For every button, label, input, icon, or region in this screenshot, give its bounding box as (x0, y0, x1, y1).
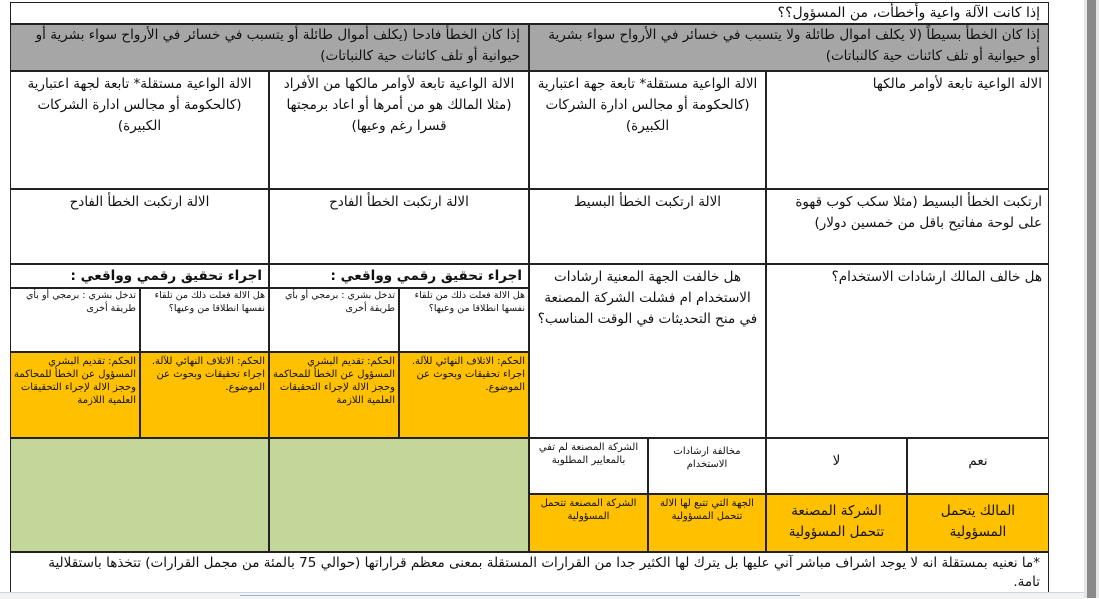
answer-yes: نعم (907, 438, 1049, 494)
q-machine-fatal-independent: هل الالة فعلت ذلك من تلقاء نفسها انطلاقا من وعيها؟ (140, 288, 269, 352)
answer-standards: الشركة المصنعة لم تفي بالمعايير المطلوبة (529, 438, 648, 494)
q-machine-fatal-owner: هل الالة فعلت ذلك من تلقاء نفسها انطلاقا من وعيها؟ (399, 288, 529, 352)
error-simple-owner: ارتكبت الخطأ البسيط (مثلا سكب كوب قهوة على لوحة مفاتيح باقل من خمسين دولار) (766, 189, 1049, 264)
outcome-owner: المالك يتحمل المسؤولية (907, 494, 1049, 552)
scrollbar-thumb[interactable] (1087, 0, 1096, 598)
footnote: *ما نعنيه بمستقلة انه لا يوجد اشراف مباشر آني عليها بل يترك لها الكثير جدا من القرارات المستقلة بمعنى معظم قراراتها (حوالي 75 بالمئة من مجمل القرارات) تتخذها باستقلالية تامة. (10, 552, 1049, 594)
outcome-entity: الجهة التي تتبع لها الالة تتحمل المسؤولية (648, 494, 766, 552)
type-fatal-independent: الالة الواعية مستقلة* تابعة لجهة اعتبارية (كالحكومة أو مجالس ادارة الشركات الكبيرة) (10, 71, 269, 189)
answer-no: لا (766, 438, 907, 494)
verdict-human-fatal-owner: الحكم: تقديم البشري المسؤول عن الخطأ للمحاكمة وحجز الالة لإجراء التحقيقات العلمية اللازمة (269, 352, 399, 438)
type-fatal-owner: الالة الواعية تابعة لأوامر مالكها من الأفراد (مثلا المالك هو من أمرها أو اعاد برمجتها قسرا رغم وعيها) (269, 71, 529, 189)
outcome-maker-small: الشركة المصنعة تتحمل المسؤولية (529, 494, 648, 552)
verdict-machine-fatal-owner: الحكم: الاتلاف النهائي للآلة. اجراء تحقيقات وبحوث عن الموضوع. (399, 352, 529, 438)
type-simple-independent: الالة الواعية مستقلة* تابعة جهة اعتبارية (كالحكومة أو مجالس ادارة الشركات الكبيرة) (529, 71, 766, 189)
investigation-header-fatal-independent: اجراء تحقيق رقمي وواقعي : (10, 264, 269, 288)
severity-simple-header: إذا كان الخطأ بسيطاً (لا يكلف اموال طائلة ولا يتسبب في خسائر في الأرواح سواء بشرية أو حيوانية أو تلف كائنات حية كالنباتات) (529, 24, 1049, 71)
divider (240, 595, 800, 596)
answer-violation: مخالفة ارشادات الاستخدام (648, 438, 766, 494)
outcome-maker-big: الشركة المصنعة تتحمل المسؤولية (766, 494, 907, 552)
error-simple-independent: الالة ارتكبت الخطأ البسيط (529, 189, 766, 264)
error-fatal-owner: الالة ارتكبت الخطأ الفادح (269, 189, 529, 264)
investigation-header-fatal-owner: اجراء تحقيق رقمي وواقعي : (269, 264, 529, 288)
severity-fatal-header: إذا كان الخطأ فادحا (يكلف أموال طائلة أو يتسبب في خسائر في الأرواح سواء بشرية أو حيوانية أو تلف كائنات حية كالنباتات) (10, 24, 529, 71)
verdict-machine-fatal-independent: الحكم: الاتلاف النهائي للآلة. اجراء تحقيقات وبحوث عن الموضوع. (140, 352, 269, 438)
question-simple-independent: هل خالفت الجهة المعنية ارشادات الاستخدام ام فشلت الشركة المصنعة في منح التحديثات في الوقت المناسب؟ (529, 264, 766, 438)
error-fatal-independent: الالة ارتكبت الخطأ الفادح (10, 189, 269, 264)
empty-green-fatal-owner (269, 438, 529, 552)
table-title: إذا كانت الآلة واعية وأخطأت، من المسؤول؟؟ (10, 2, 1049, 24)
q-human-fatal-independent: تدخل بشري : برمجي أو بأي طريقة أخرى (10, 288, 140, 352)
type-simple-owner: الالة الواعية تابعة لأوامر مالكها (766, 71, 1049, 189)
question-simple-owner: هل خالف المالك ارشادات الاستخدام؟ (766, 264, 1049, 438)
verdict-human-fatal-independent: الحكم: تقديم البشري المسؤول عن الخطأ للمحاكمة وحجز الالة لإجراء التحقيقات العلمية اللازمة (10, 352, 140, 438)
empty-green-fatal-independent (10, 438, 269, 552)
q-human-fatal-owner: تدخل بشري : برمجي أو بأي طريقة أخرى (269, 288, 399, 352)
vertical-scrollbar[interactable] (1084, 0, 1099, 598)
